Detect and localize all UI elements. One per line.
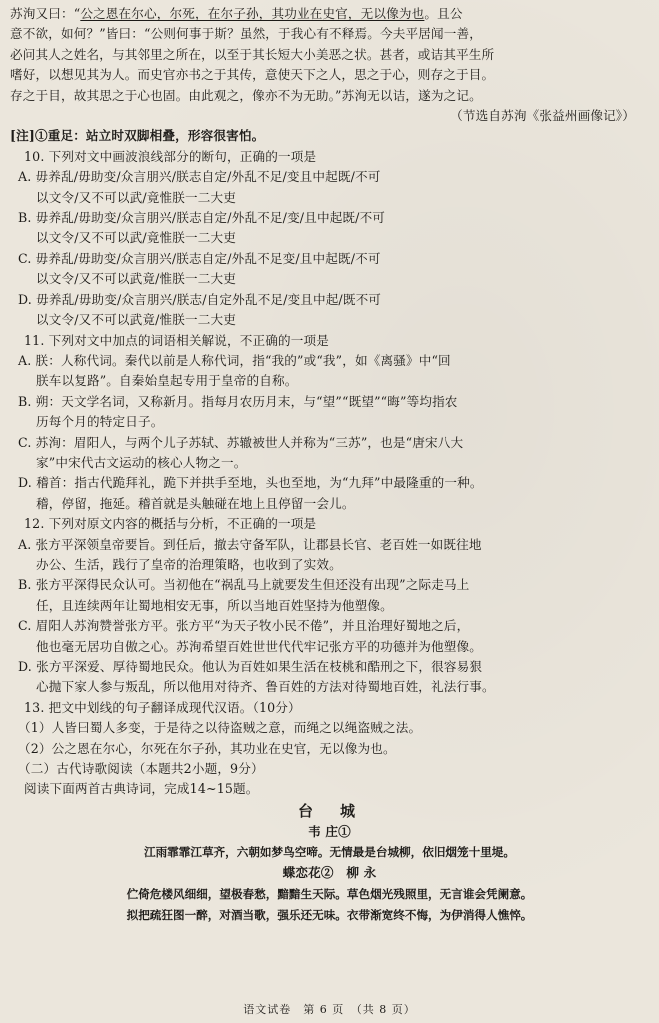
poem-2-title: 蝶恋花② 柳 永 (282, 865, 377, 881)
page-footer: 语文试卷 第 6 页 （共 8 页） (243, 1003, 416, 1016)
passage-source: （节选自苏洵《张益州画像记》） (450, 108, 635, 124)
passage-line: 存之于目，故其思之于心也固。由此观之，像亦不为无助。”苏洵无以诘，遂为之记。 (10, 87, 482, 103)
q10-option-b-cont: 以文令/又不可以武/竟惟朕一二大吏 (36, 230, 236, 246)
footnote: [注]①重足：站立时双脚相叠，形容很害怕。 (10, 128, 265, 144)
q10-option-a: A. 毋养乱/毋助变/众言朋兴/朕志自定/外乱不足/变且中起既/不可 (18, 169, 381, 185)
q10-option-b: B. 毋养乱/毋助变/众言朋兴/朕志自定/外乱不足/变/且中起既/不可 (18, 210, 386, 226)
q11-option-c-cont: 家”中宋代古文运动的核心人物之一。 (36, 454, 247, 470)
question-12-stem: 12. 下列对原文内容的概括与分析，不正确的一项是 (24, 516, 317, 532)
passage-text: 苏洵又曰：“ (10, 6, 81, 21)
q10-option-d: D. 毋养乱/毋助变/众言朋兴/朕志/自定外乱不足/变且中起/既不可 (18, 291, 382, 307)
section-instruction: 阅读下面两首古典诗词，完成14~15题。 (24, 781, 259, 797)
q12-option-a: A. 张方平深领皇帝要旨。到任后，撤去守备军队，让郡县长官、老百姓一如既往地 (18, 536, 482, 552)
poem-1-author: 韦 庄① (308, 823, 351, 839)
q10-option-d-cont: 以文令/又不可以武竟/惟朕一二大吏 (36, 312, 236, 328)
question-11-stem: 11. 下列对文中加点的词语相关解说，不正确的一项是 (24, 332, 329, 348)
q11-option-d: D. 稽首：指古代跪拜礼，跪下并拱手至地，头也至地，为“九拜”中最隆重的一种。 (18, 475, 483, 491)
poem-1-text: 江雨霏霏江草齐，六朝如梦鸟空啼。无情最是台城柳，依旧烟笼十里堤。 (143, 845, 515, 860)
q12-option-c: C. 眉阳人苏洵赞誉张方平。张方平“为天子牧小民不倦”，并且治理好蜀地之后， (18, 618, 470, 634)
poem-1-title: 台 城 (297, 801, 361, 820)
q11-option-a-cont: 朕车以复路”。自秦始皇起专用于皇帝的自称。 (36, 373, 298, 389)
q12-option-b-cont: 任，且连续两年让蜀地相安无事，所以当地百姓坚持为他塑像。 (36, 597, 393, 613)
q12-option-c-cont: 他也毫无居功自傲之心。苏洵希望百姓世世代代牢记张方平的功德并为他塑像。 (36, 638, 483, 654)
q11-option-c: C. 苏洵：眉阳人，与两个儿子苏轼、苏辙被世人并称为“三苏”，也是“唐宋八大 (18, 434, 464, 450)
q10-option-c: C. 毋养乱/毋助变/众言朋兴/朕志自定/外乱不足变/且中起既/不可 (18, 250, 381, 266)
q11-option-b-cont: 历每个月的特定日子。 (36, 414, 164, 430)
passage-text: 。且公 (424, 6, 463, 21)
passage-line: 意不欲，如何？”皆曰：“公则何事于斯？虽然，于我心有不释焉。今夫平居闻一善， (10, 26, 482, 42)
question-10-stem: 10. 下列对文中画波浪线部分的断句，正确的一项是 (24, 148, 317, 164)
q11-option-a: A. 朕：人称代词。秦代以前是人称代词，指“我的”或“我”，如《离骚》中“回 (18, 352, 451, 368)
question-13-stem: 13. 把文中划线的句子翻译成现代汉语。（10分） (24, 699, 301, 715)
q12-option-d: D. 张方平深爱、厚待蜀地民众。他认为百姓如果生活在枝桃和酷刑之下，很容易狠 (18, 659, 483, 674)
q11-option-d-cont: 稽，停留，拖延。稽首就是头触碰在地上且停留一会儿。 (36, 495, 355, 511)
q12-option-b: B. 张方平深得民众认可。当初他在“祸乱马上就要发生但还没有出现”之际走马上 (18, 577, 470, 593)
q13-item-1: （1）人皆曰蜀人多变，于是待之以待盗贼之意，而绳之以绳盗贼之法。 (18, 720, 422, 736)
q13-item-2: （2）公之恩在尔心，尔死在尔子孙，其功业在史官，无以像为也。 (18, 740, 396, 756)
passage-line: 嗜好，以想见其为人。而史官亦书之于其传，意使天下之人，思之于心，则存之于目。 (10, 67, 495, 83)
section-heading: （二）古代诗歌阅读（本题共2小题，9分） (18, 761, 264, 777)
poem-2-line: 伫倚危楼风细细，望极春愁，黯黯生天际。草色烟光残照里，无言谁会凭阑意。 (126, 886, 533, 901)
passage-line (10, 4, 649, 24)
q11-option-b: B. 朔：天文学名词，又称新月。指每月农历月末，与“望”“既望”“晦”等均指农 (18, 393, 458, 409)
q10-option-c-cont: 以文令/又不可以武竟/惟朕一二大吏 (36, 271, 236, 287)
passage-line: 必问其人之姓名，与其邻里之所在，以至于其长短大小美恶之状。甚者，或诘其平生所 (10, 46, 495, 62)
underlined-sentence: 公之恩在尔心，尔死，在尔子孙，其功业在史官，无以像为也 (80, 6, 425, 21)
poem-2-line: 拟把疏狂图一醉，对酒当歌，强乐还无味。衣带渐宽终不悔，为伊消得人憔悴。 (126, 907, 533, 922)
q12-option-a-cont: 办公、生活，践行了皇帝的治理策略，也收到了实效。 (36, 556, 342, 572)
q12-option-d-cont: 心抛下家人参与叛乱，所以他用对待齐、鲁百姓的方法对待蜀地百姓，礼法行事。 (36, 679, 495, 695)
q10-option-a-cont: 以文令/又不可以武/竟惟朕一二大吏 (36, 189, 236, 205)
